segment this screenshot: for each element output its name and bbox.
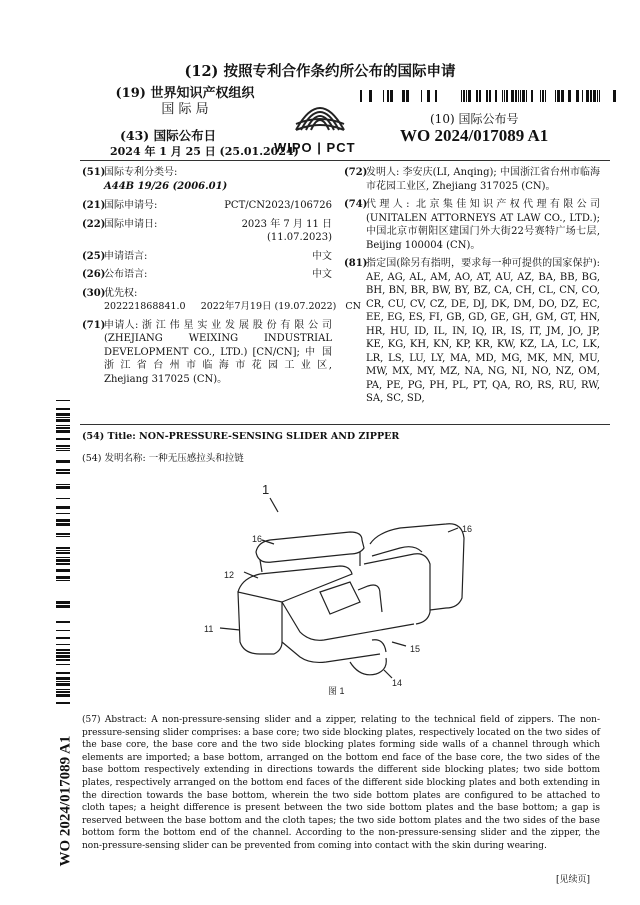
side-publication-number bbox=[54, 712, 78, 872]
field-71 bbox=[82, 319, 332, 387]
field-value: 中文 bbox=[312, 269, 332, 280]
document-type-title: (12) 按照专利合作条约所公布的国际申请 bbox=[184, 63, 456, 80]
field-value: 2023 年 7 月 11 日 (11.07.2023) bbox=[241, 218, 332, 243]
header-divider bbox=[80, 160, 610, 161]
publication-number: WO 2024/017089 A1 bbox=[400, 126, 549, 145]
field-21 bbox=[82, 199, 332, 213]
field-value: 202221868841.0 2022年7月19日 (19.07.2022) CN bbox=[104, 301, 361, 312]
figure-label-16b: 16 bbox=[462, 524, 473, 534]
barcode-top bbox=[352, 90, 620, 102]
field-label: 公布语言: bbox=[104, 269, 148, 280]
field-81 bbox=[344, 257, 600, 406]
abstract: (57) Abstract: A non-pressure-sensing slider and a zipper, relating to the technical field of zippers. The non-pressure-sensing slider comprises: a base core; two side blocking plates, respectively located on the two sides of the base core, the base core and the two side blocking plates forming side walls of a channel through which elements are imported; a base bottom, arranged on the bottom end face of the base core, the two sides of the base bottom respectively extending in directions towards the different side blocking plates; two side bottom plates, respectively arranged on the bottom end faces of the different side blocking plates and both extending in the direction towards the base bottom, wherein the two side bottom plates are configured to be attached to cloth tapes; a height difference is present between the two side bottom plates and the base bottom; a gap is reserved between the base bottom and the cloth tapes; the two side bottom plates and the two sides of the base bottom form the bottom end of the channel. According to the non-pressure-sensing slider and the zipper, the non-pressure-sensing slider can be prevented from coming into contact with the skin during wearing. bbox=[82, 715, 600, 851]
field-26 bbox=[82, 268, 332, 282]
zipper-slider-figure bbox=[200, 482, 480, 702]
field-number: (21) bbox=[82, 200, 106, 211]
organization-name bbox=[100, 86, 270, 118]
org-line-2: 国 际 局 bbox=[161, 102, 209, 117]
field-number: (30) bbox=[82, 287, 106, 299]
field-label: 国际申请号: bbox=[104, 200, 158, 211]
field-number: (81) bbox=[344, 258, 368, 269]
figure-label-16a: 16 bbox=[252, 534, 263, 544]
field-value: A44B 19/26 (2006.01) bbox=[104, 180, 228, 192]
figure-label-12: 12 bbox=[224, 570, 235, 580]
field-text: 代理人: 北京集佳知识产权代理有限公司(UNITALEN ATTORNEYS AT LAW CO., LTD.); 中国北京市朝阳区建国门外大街22号赛特广场七层, Beijing 100004 (CN)。 bbox=[366, 199, 600, 251]
field-number: (22) bbox=[82, 218, 106, 230]
field-number: (25) bbox=[82, 250, 106, 262]
field-label: 国际申请日: bbox=[104, 218, 158, 230]
field-number: (71) bbox=[82, 319, 106, 331]
field-number: (51) bbox=[82, 167, 106, 178]
figure-label-1: 1 bbox=[262, 482, 270, 497]
field-number: (74) bbox=[344, 199, 368, 210]
figure-caption: 图 1 bbox=[328, 686, 345, 696]
field-value: PCT/CN2023/106726 bbox=[224, 200, 332, 211]
figure-label-14: 14 bbox=[392, 678, 403, 688]
continuation-note: [见续页] bbox=[556, 875, 591, 885]
field-25 bbox=[82, 250, 332, 264]
field-number: (26) bbox=[82, 269, 106, 280]
side-publication-number-text: WO 2024/017089 A1 bbox=[57, 735, 74, 867]
publication-date: 2024 年 1 月 25 日 (25.01.2024) bbox=[110, 145, 299, 158]
field-label: 优先权: bbox=[104, 287, 138, 299]
wipo-emblem-icon bbox=[290, 90, 350, 136]
field-72 bbox=[344, 166, 600, 193]
barcode-vertical bbox=[56, 398, 70, 708]
field-22 bbox=[82, 218, 332, 245]
org-line-1: (19) 世界知识产权组织 bbox=[115, 86, 255, 101]
publication-date-label: (43) 国际公布日 bbox=[120, 128, 217, 143]
title-divider bbox=[80, 424, 610, 425]
field-label: 申请语言: bbox=[104, 250, 148, 262]
field-text: 申请人: 浙 江 伟 星 实 业 发 展 股 份 有 限 公 司 (ZHEJIANG WEIXING INDUSTRIAL DEVELOPMENT CO., LTD.) [CN/CN]; 中 国 浙 江 省 台 州 市 临 海 市 花 园 工 业 区, Zhejiang 317025 (CN)。 bbox=[104, 319, 332, 385]
field-30 bbox=[82, 287, 361, 314]
field-label: 国际专利分类号: bbox=[104, 167, 178, 178]
figure-label-11: 11 bbox=[204, 624, 214, 634]
wipo-logo-text: WIPO | PCT bbox=[274, 140, 356, 155]
wipo-logo bbox=[270, 90, 370, 160]
field-value: 中文 bbox=[312, 250, 332, 262]
bibliographic-right bbox=[344, 166, 600, 411]
field-text: 指定国(除另有指明，要求每一种可提供的国家保护): AE, AG, AL, AM, AO, AT, AU, AZ, BA, BB, BG, BH, BN, BR, BW, BY, BZ, CA, CH, CL, CN, CO, CR, CU, CV, CZ, DE, DJ, DK, DM, DO, DZ, EC, EE, EG, ES, FI, GB, GD, GE, GH, GM, GT, HN, HR, HU, ID, IL, IN, IQ, IR, IS, IT, JM, JO, JP, KE, KG, KH, KN, KP, KR, KW, KZ, LA, LC, LK, LR, LS, LU, LY, MA, MD, MG, MK, MN, MU, MW, MX, MY, MZ, NA, NG, NI, NO, NZ, OM, PA, PE, PG, PH, PL, PT, QA, RO, RS, RU, RW, SA, SC, SD, bbox=[366, 258, 600, 404]
field-number: (72) bbox=[344, 167, 368, 178]
figure-label-15: 15 bbox=[410, 644, 421, 654]
publication-number-label: (10) 国际公布号 bbox=[430, 112, 519, 126]
field-74 bbox=[344, 198, 600, 252]
title-chinese: (54) 发明名称: 一种无压感拉头和拉链 bbox=[82, 453, 244, 464]
title-english: (54) Title: NON-PRESSURE-SENSING SLIDER AND ZIPPER bbox=[82, 431, 400, 442]
field-text: 发明人: 李安庆(LI, Anqing); 中国浙江省台州市临海市花园工业区, Zhejiang 317025 (CN)。 bbox=[366, 167, 600, 192]
field-51 bbox=[82, 166, 332, 193]
